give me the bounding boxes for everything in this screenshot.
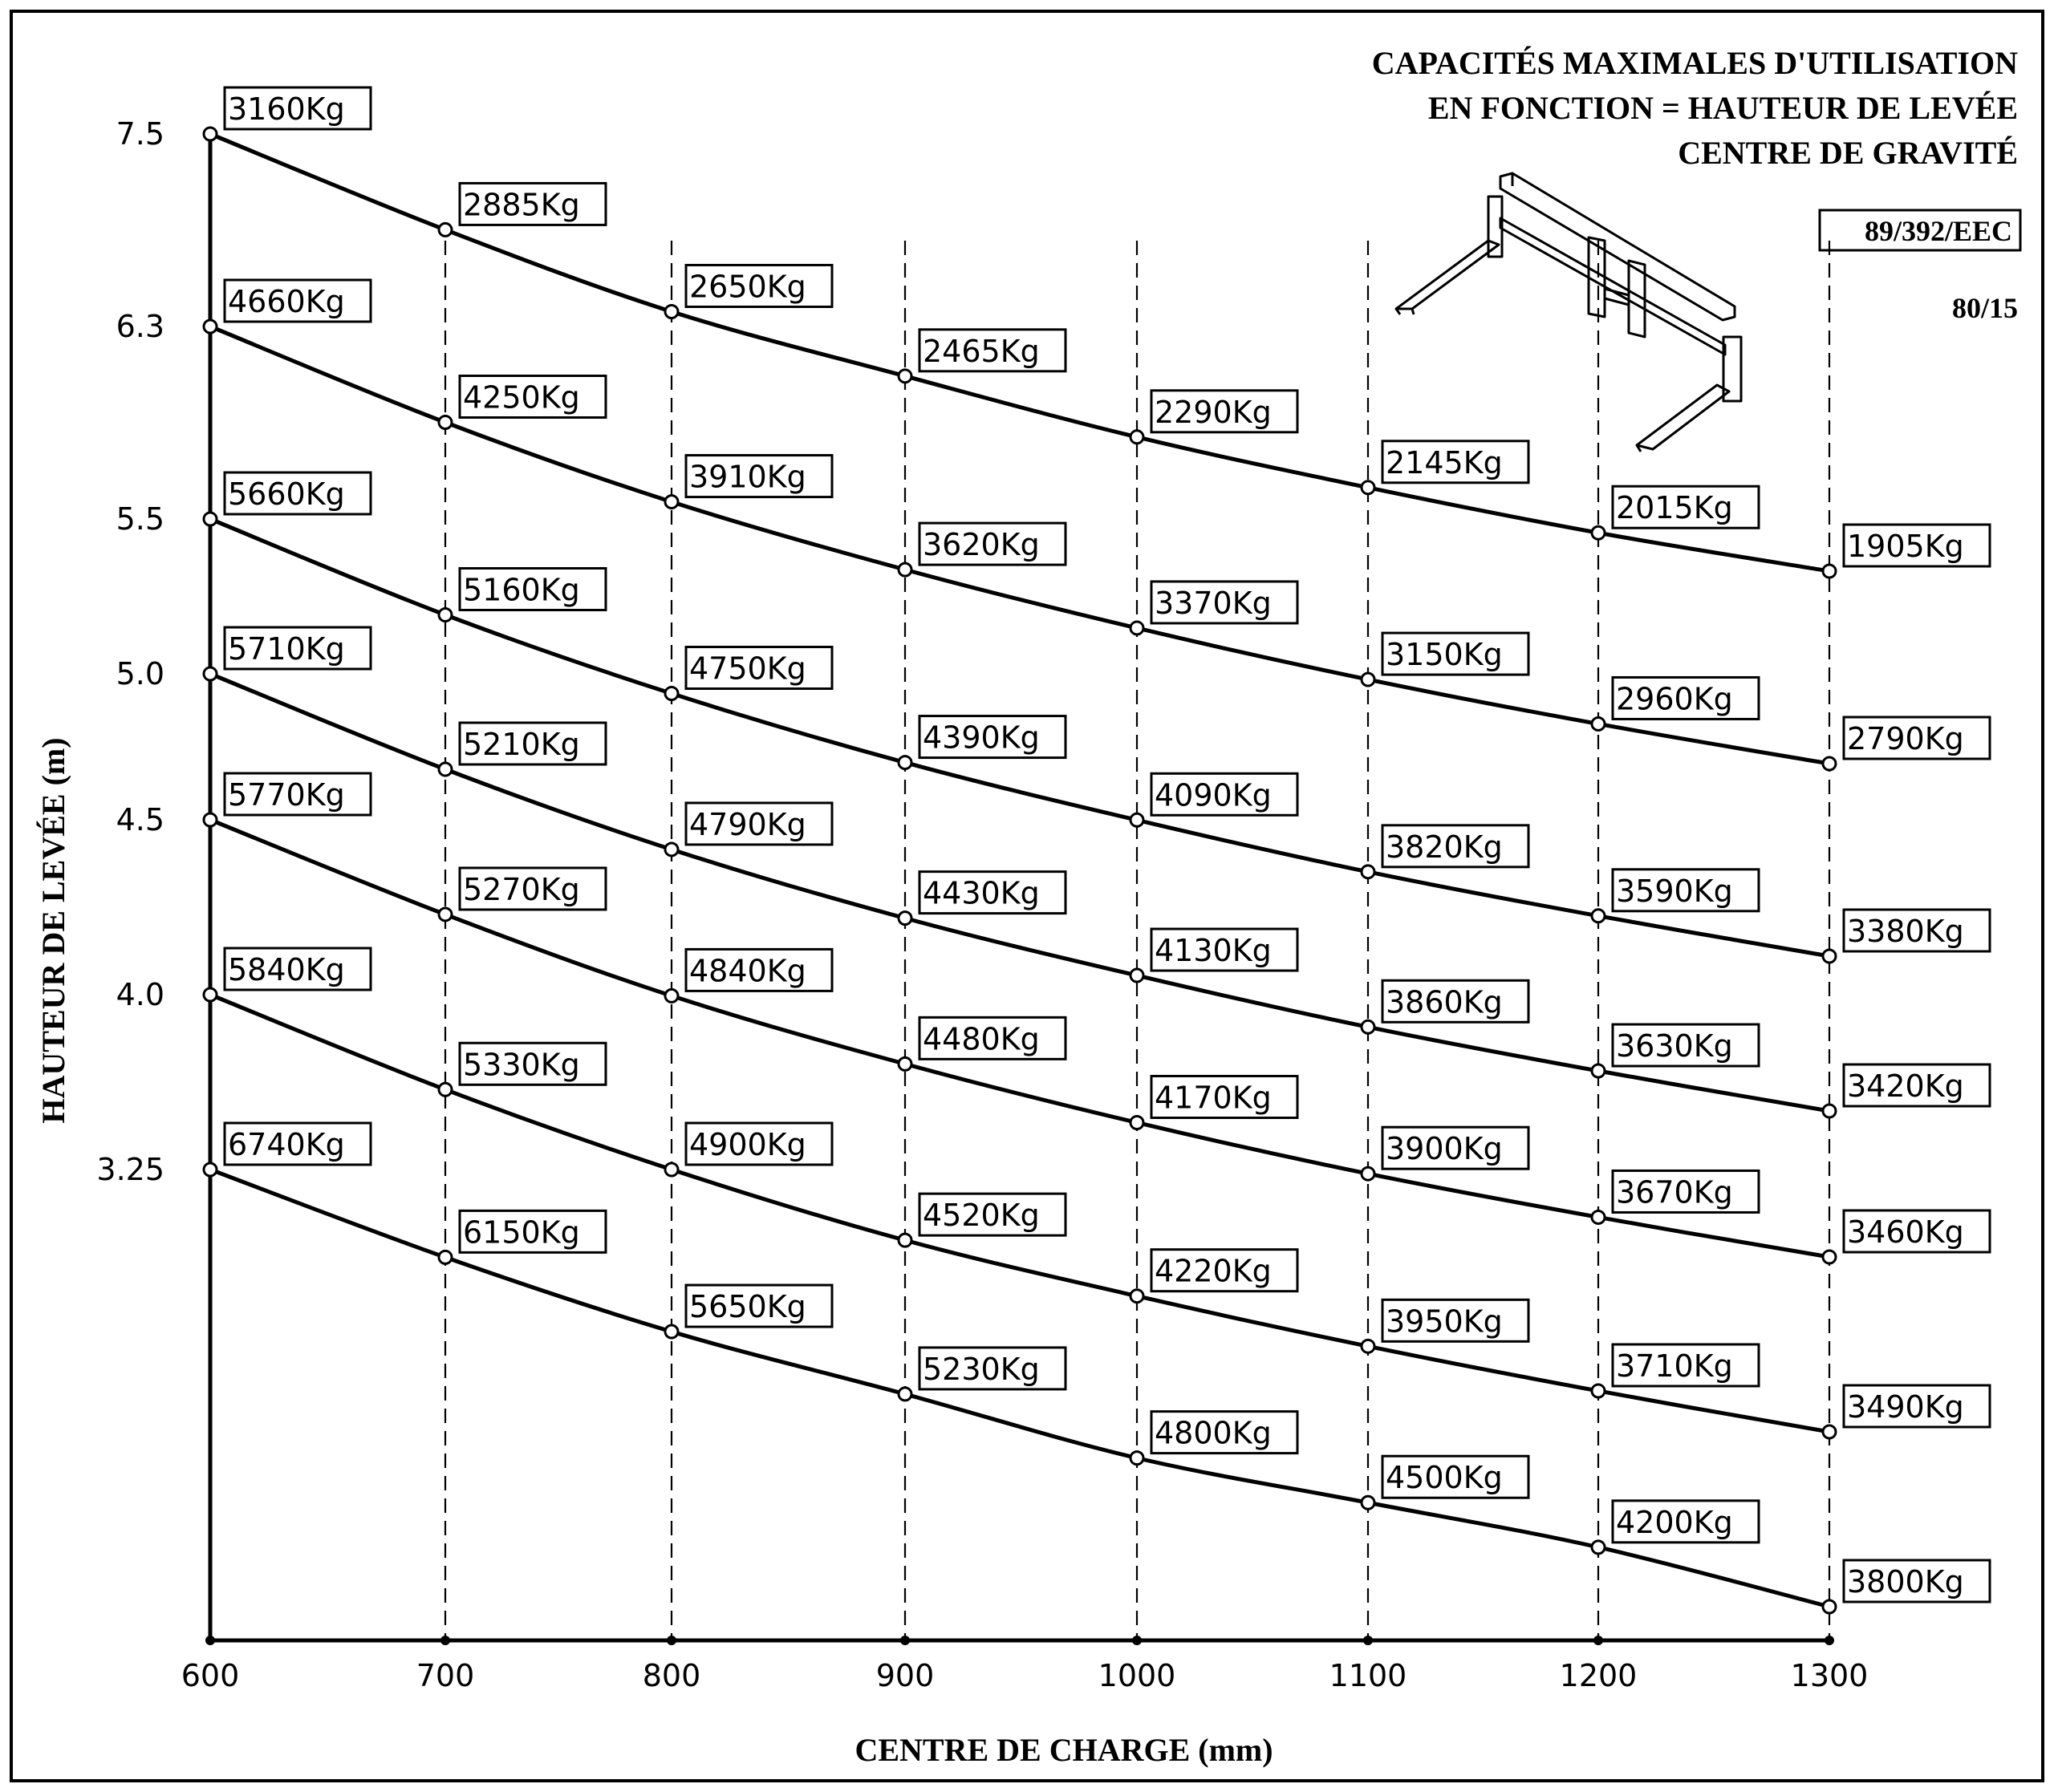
x-tick-label-1000: 1000 [1098, 1658, 1176, 1693]
data-point-4.0-1100 [1362, 1340, 1374, 1352]
data-label-6.3-1100: 3150Kg [1386, 637, 1503, 673]
data-point-6.3-1300 [1823, 757, 1836, 770]
data-point-3.25-1200 [1592, 1541, 1605, 1554]
data-point-4.5-700 [439, 908, 452, 921]
y-tick-label-5.0: 5.0 [116, 656, 164, 691]
data-label-5.5-700: 5160Kg [463, 572, 580, 608]
data-point-3.25-700 [439, 1251, 452, 1263]
standard-badge [1820, 210, 2020, 250]
data-point-5.5-1100 [1362, 866, 1374, 878]
data-point-4.5-800 [665, 989, 678, 1002]
x-tick-label-1300: 1300 [1790, 1658, 1869, 1693]
y-tick-label-3.25: 3.25 [96, 1152, 164, 1187]
data-point-7.5-1300 [1823, 565, 1836, 578]
data-point-4.5-1100 [1362, 1167, 1374, 1180]
data-point-5.5-900 [899, 756, 911, 769]
data-label-4.5-1000: 4170Kg [1155, 1080, 1272, 1116]
data-point-5.0-1100 [1362, 1020, 1374, 1033]
data-label-4.5-1300: 3460Kg [1847, 1214, 1964, 1250]
y-tick-label-5.5: 5.5 [116, 501, 164, 537]
data-label-6.3-700: 4250Kg [463, 379, 580, 416]
data-label-6.3-1000: 3370Kg [1155, 585, 1272, 621]
data-point-4.0-600 [204, 988, 217, 1001]
data-label-5.5-800: 4750Kg [689, 651, 806, 687]
data-point-5.5-800 [665, 687, 678, 700]
title-line-2: EN FONCTION = HAUTEUR DE LEVÉE [1427, 90, 2018, 126]
data-point-5.0-900 [899, 912, 911, 925]
data-point-3.25-800 [665, 1325, 678, 1338]
data-label-5.0-700: 5210Kg [463, 726, 580, 762]
data-label-4.5-600: 5770Kg [228, 777, 345, 813]
data-point-4.0-800 [665, 1163, 678, 1176]
data-point-7.5-800 [665, 305, 678, 318]
x-tick-1000 [1132, 1636, 1142, 1645]
x-tick-label-1200: 1200 [1559, 1658, 1638, 1693]
data-label-4.0-1000: 4220Kg [1155, 1253, 1272, 1289]
data-label-5.0-1300: 3420Kg [1847, 1068, 1964, 1104]
x-tick-1100 [1363, 1636, 1373, 1645]
data-point-7.5-900 [899, 370, 911, 383]
forklift-attachment-icon [1396, 173, 1741, 452]
x-tick-label-900: 900 [875, 1658, 935, 1693]
data-label-3.25-1200: 4200Kg [1616, 1504, 1733, 1540]
data-point-4.5-600 [204, 813, 217, 826]
x-tick-1200 [1593, 1636, 1603, 1645]
data-label-4.5-900: 4480Kg [923, 1021, 1040, 1057]
data-point-6.3-700 [439, 416, 452, 428]
data-label-6.3-600: 4660Kg [228, 284, 345, 319]
data-label-6.3-900: 3620Kg [923, 527, 1040, 563]
data-label-3.25-700: 6150Kg [463, 1214, 580, 1251]
data-point-5.0-1000 [1131, 969, 1143, 982]
x-tick-900 [900, 1636, 910, 1645]
code-label: 80/15 [1951, 292, 2018, 324]
standard-label: 89/392/EEC [1864, 215, 2012, 247]
data-point-5.5-1200 [1592, 910, 1605, 922]
plot-area [96, 87, 1990, 1693]
data-label-4.5-1200: 3670Kg [1616, 1174, 1733, 1210]
data-point-5.5-700 [439, 609, 452, 622]
data-label-4.5-1100: 3900Kg [1386, 1131, 1503, 1167]
data-point-4.5-1200 [1592, 1210, 1605, 1223]
data-point-3.25-600 [204, 1163, 217, 1176]
x-tick-600 [205, 1636, 215, 1645]
data-point-4.0-1300 [1823, 1425, 1836, 1438]
data-label-4.5-700: 5270Kg [463, 871, 580, 907]
data-label-5.5-600: 5660Kg [228, 476, 345, 512]
data-label-5.5-1000: 4090Kg [1155, 777, 1272, 813]
title-line-1: CAPACITÉS MAXIMALES D'UTILISATION [1371, 45, 2018, 81]
data-label-3.25-1100: 4500Kg [1386, 1460, 1503, 1496]
y-tick-label-7.5: 7.5 [116, 116, 164, 152]
data-label-7.5-1100: 2145Kg [1386, 444, 1503, 480]
y-tick-label-4.0: 4.0 [116, 977, 164, 1012]
data-point-7.5-700 [439, 223, 452, 236]
data-point-5.0-1300 [1823, 1105, 1836, 1117]
data-point-4.0-700 [439, 1083, 452, 1096]
data-label-7.5-600: 3160Kg [228, 91, 345, 127]
data-point-3.25-900 [899, 1388, 911, 1401]
data-point-6.3-600 [204, 320, 217, 333]
data-point-3.25-1300 [1823, 1600, 1836, 1613]
data-label-3.25-1300: 3800Kg [1847, 1564, 1964, 1599]
data-label-4.0-700: 5330Kg [463, 1047, 580, 1083]
data-label-4.0-900: 4520Kg [923, 1198, 1040, 1234]
data-point-7.5-600 [204, 128, 217, 140]
data-point-4.0-900 [899, 1234, 911, 1247]
data-point-7.5-1100 [1362, 481, 1374, 494]
data-label-7.5-1000: 2290Kg [1155, 394, 1272, 430]
data-point-5.5-1300 [1823, 950, 1836, 963]
x-tick-label-800: 800 [642, 1658, 701, 1693]
x-tick-800 [667, 1636, 676, 1645]
data-label-3.25-600: 6740Kg [228, 1127, 345, 1162]
data-label-5.0-800: 4790Kg [689, 806, 806, 842]
data-point-7.5-1000 [1131, 431, 1143, 444]
data-point-4.5-1300 [1823, 1251, 1836, 1263]
data-label-4.5-800: 4840Kg [689, 953, 806, 989]
data-label-3.25-800: 5650Kg [689, 1289, 806, 1325]
data-label-4.0-600: 5840Kg [228, 952, 345, 987]
data-point-4.0-1200 [1592, 1385, 1605, 1397]
data-point-4.5-900 [899, 1057, 911, 1070]
data-point-6.3-900 [899, 563, 911, 576]
data-label-6.3-1200: 2960Kg [1616, 681, 1733, 717]
data-label-6.3-1300: 2790Kg [1847, 721, 1964, 756]
data-label-5.5-1300: 3380Kg [1847, 914, 1964, 949]
title-line-3: CENTRE DE GRAVITÉ [1678, 135, 2018, 171]
y-tick-label-4.5: 4.5 [116, 802, 164, 837]
data-point-6.3-1100 [1362, 673, 1374, 686]
data-label-4.0-800: 4900Kg [689, 1127, 806, 1162]
data-label-5.0-900: 4430Kg [923, 875, 1040, 911]
data-label-3.25-900: 5230Kg [923, 1351, 1040, 1387]
data-label-7.5-800: 2650Kg [689, 269, 806, 305]
x-tick-700 [440, 1636, 450, 1645]
data-label-5.0-1000: 4130Kg [1155, 933, 1272, 969]
data-label-3.25-1000: 4800Kg [1155, 1415, 1272, 1451]
data-point-5.0-800 [665, 843, 678, 856]
data-label-5.0-600: 5710Kg [228, 631, 345, 667]
data-point-5.0-600 [204, 667, 217, 680]
data-label-4.0-1200: 3710Kg [1616, 1348, 1733, 1384]
data-label-5.0-1200: 3630Kg [1616, 1028, 1733, 1064]
data-point-6.3-800 [665, 496, 678, 509]
data-point-5.5-600 [204, 513, 217, 525]
data-label-5.5-1100: 3820Kg [1386, 829, 1503, 865]
data-label-4.0-1300: 3490Kg [1847, 1389, 1964, 1425]
data-point-5.0-1200 [1592, 1064, 1605, 1077]
x-axis-label: CENTRE DE CHARGE (mm) [854, 1732, 1273, 1768]
data-point-4.0-1000 [1131, 1290, 1143, 1303]
x-tick-label-600: 600 [181, 1658, 240, 1693]
data-point-7.5-1200 [1592, 526, 1605, 539]
data-label-4.0-1100: 3950Kg [1386, 1303, 1503, 1340]
data-point-6.3-1000 [1131, 622, 1143, 634]
data-point-5.5-1000 [1131, 813, 1143, 826]
data-label-5.5-1200: 3590Kg [1616, 873, 1733, 909]
y-axis-label: HAUTEUR DE LEVÉE (m) [35, 737, 71, 1124]
data-point-3.25-1100 [1362, 1496, 1374, 1509]
data-label-7.5-700: 2885Kg [463, 187, 580, 223]
data-label-6.3-800: 3910Kg [689, 459, 806, 495]
data-point-4.5-1000 [1131, 1116, 1143, 1129]
data-label-7.5-1200: 2015Kg [1616, 490, 1733, 526]
x-tick-1300 [1825, 1636, 1834, 1645]
x-tick-label-1100: 1100 [1329, 1658, 1407, 1693]
data-point-6.3-1200 [1592, 717, 1605, 730]
data-label-7.5-900: 2465Kg [923, 333, 1040, 369]
data-point-3.25-1000 [1131, 1452, 1143, 1465]
x-tick-label-700: 700 [416, 1658, 475, 1693]
data-label-5.5-900: 4390Kg [923, 720, 1040, 756]
y-tick-label-6.3: 6.3 [116, 309, 164, 344]
data-point-5.0-700 [439, 763, 452, 776]
data-label-5.0-1100: 3860Kg [1386, 984, 1503, 1020]
chart-title [1372, 45, 2018, 171]
data-label-7.5-1300: 1905Kg [1847, 529, 1964, 564]
